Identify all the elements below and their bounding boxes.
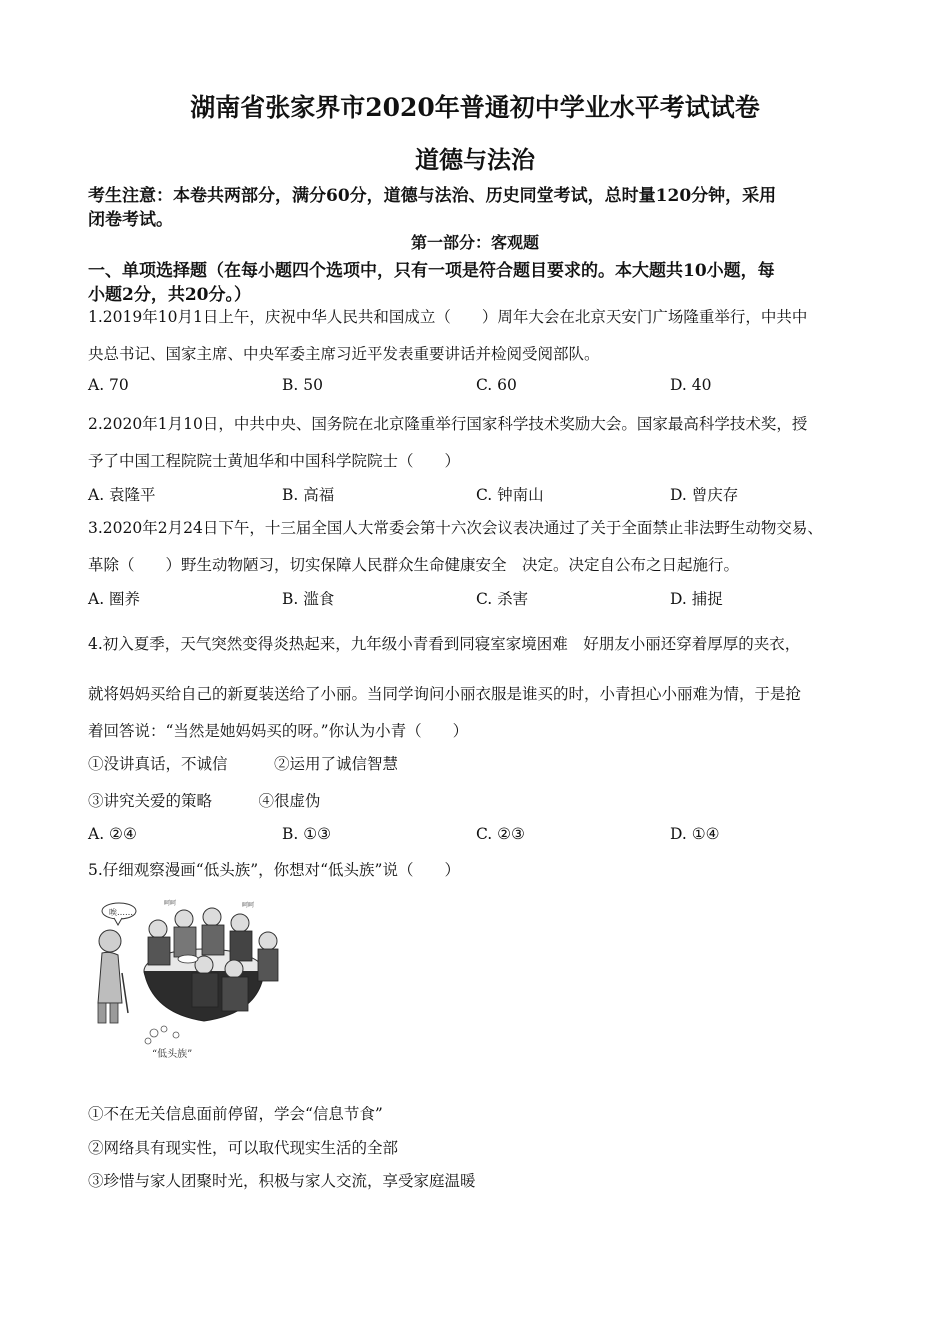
q5-statement-2: ②网络具有现实性，可以取代现实生活的全部 [88, 1139, 399, 1157]
q4-option-d: D. ①④ [670, 825, 720, 843]
q4-stem-line-2: 就将妈妈买给自己的新夏装送给了小丽。当同学询问小丽衣服是谁买的时，小青担心小丽难为情，于是抢 [88, 685, 802, 703]
cartoon-caption: “低头族” [152, 1049, 193, 1060]
q4-stem-line-1: 4.初入夏季，天气突然变得炎热起来，九年级小青看到同寝室家境困难 好朋友小丽还穿着厚厚的夹衣， [88, 635, 801, 653]
q3-option-d: D. 捕捉 [670, 590, 723, 608]
q2-option-d: D. 曾庆存 [670, 486, 739, 504]
subject-title: 道德与法治 [415, 145, 535, 174]
cartoon-image [92, 893, 284, 1061]
q3-option-c: C. 杀害 [476, 590, 529, 608]
q3-option-a: A. 圈养 [88, 590, 141, 608]
q1-stem-line-2: 央总书记、国家主席、中央军委主席习近平发表重要讲话并检阅受阅部队。 [88, 345, 600, 363]
cartoon-bubble-text: 唉…… [109, 908, 133, 917]
notice-line-2: 闭卷考试。 [88, 210, 173, 230]
q2-stem-line-2: 予了中国工程院院士黄旭华和中国科学院院士（ ） [88, 452, 461, 470]
q3-option-b: B. 滥食 [282, 590, 335, 608]
page-title: 湖南省张家界市2020年普通初中学业水平考试试卷 [190, 93, 760, 122]
q2-option-a: A. 袁隆平 [88, 486, 156, 504]
q3-stem-line-2: 革除（ ）野生动物陋习，切实保障人民群众生命健康安全 决定。决定自公布之日起施行。 [88, 556, 740, 574]
cartoon-sound-2: 呵呵 [242, 902, 255, 909]
q2-stem-line-1: 2.2020年1月10日，中共中央、国务院在北京隆重举行国家科学技术奖励大会。国家最高科学技术奖，授 [88, 415, 808, 433]
q3-stem-line-1: 3.2020年2月24日下午，十三届全国人大常委会第十六次会议表决通过了关于全面禁止非法野生动物交易、 [88, 519, 823, 537]
q1-option-a: A. 70 [88, 376, 129, 394]
q4-statement-2: ③讲究关爱的策略 ④很虚伪 [88, 792, 321, 810]
section-heading-line-2: 小题2分，共20分。） [88, 285, 251, 305]
q2-option-c: C. 钟南山 [476, 486, 544, 504]
q4-option-a: A. ②④ [88, 825, 137, 843]
q4-statement-1: ①没讲真话，不诚信 ②运用了诚信智慧 [88, 755, 399, 773]
part-title: 第一部分：客观题 [410, 233, 539, 252]
q5-stem: 5.仔细观察漫画“低头族”，你想对“低头族”说（ ） [88, 861, 460, 879]
q4-option-b: B. ①③ [282, 825, 332, 843]
q4-option-c: C. ②③ [476, 825, 525, 843]
q5-statement-1: ①不在无关信息面前停留，学会“信息节食” [88, 1105, 383, 1123]
q1-stem-line-1: 1.2019年10月1日上午，庆祝中华人民共和国成立（ ）周年大会在北京天安门广场隆重举行，中共中 [88, 308, 808, 326]
q1-option-c: C. 60 [476, 376, 517, 394]
q1-option-b: B. 50 [282, 376, 323, 394]
q1-option-d: D. 40 [670, 376, 712, 394]
cartoon-sound-1: 呵呵 [164, 900, 177, 907]
notice-line-1: 考生注意：本卷共两部分，满分60分，道德与法治、历史同堂考试，总时量120分钟，采用 [88, 186, 777, 206]
q2-option-b: B. 高福 [282, 486, 335, 504]
section-heading-line-1: 一、单项选择题（在每小题四个选项中，只有一项是符合题目要求的。本大题共10小题，每 [88, 261, 775, 281]
q5-statement-3: ③珍惜与家人团聚时光，积极与家人交流，享受家庭温暖 [88, 1172, 476, 1190]
q4-stem-line-3: 着回答说：“当然是她妈妈买的呀。”你认为小青（ ） [88, 722, 469, 740]
